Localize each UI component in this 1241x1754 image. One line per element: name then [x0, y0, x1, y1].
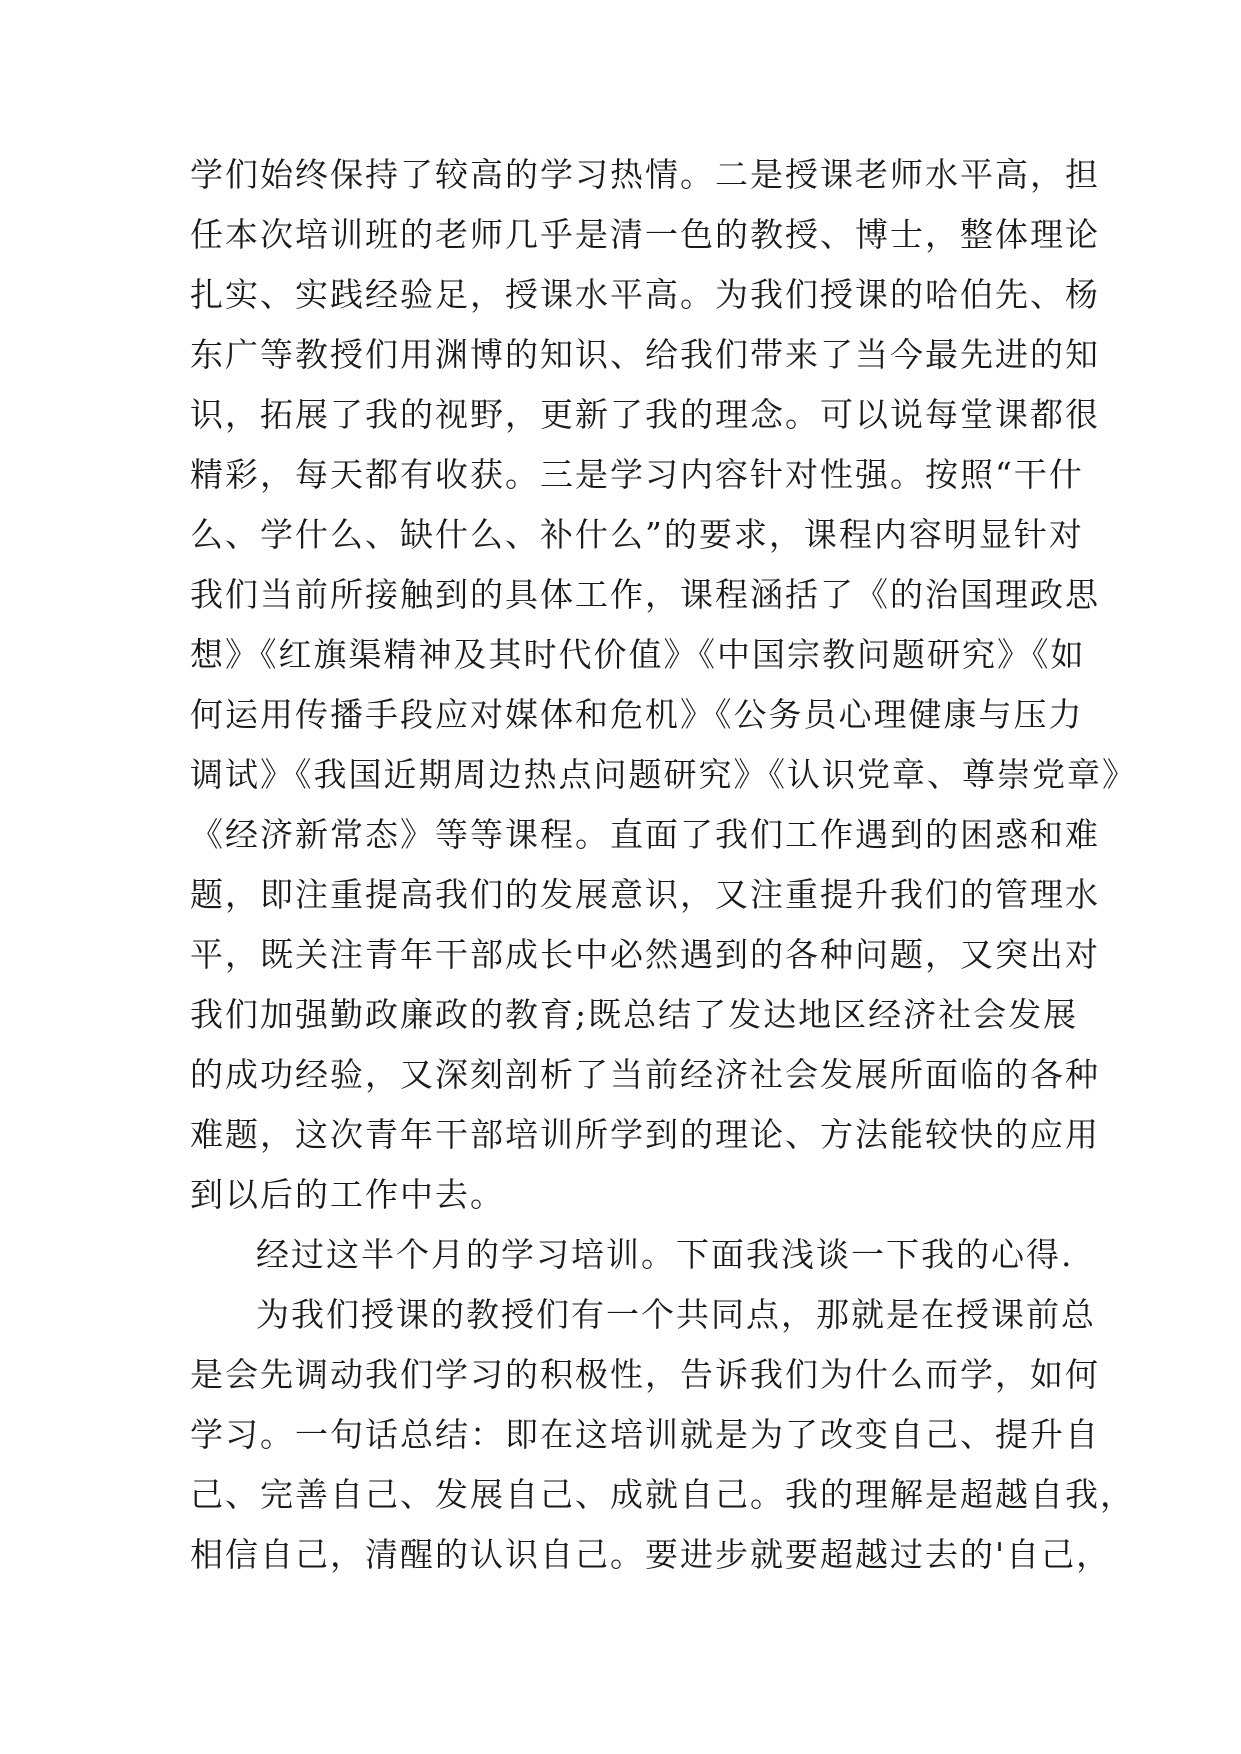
text-line: 题，即注重提高我们的发展意识，又注重提升我们的管理水 — [190, 875, 1100, 914]
text-line: 东广等教授们用渊博的知识、给我们带来了当今最先进的知 — [190, 335, 1100, 374]
text-line: 是会先调动我们学习的积极性，告诉我们为什么而学，如何 — [190, 1355, 1100, 1394]
text-line: 识，拓展了我的视野，更新了我的理念。可以说每堂课都很 — [190, 395, 1100, 434]
text-line: 学习。一句话总结：即在这培训就是为了改变自己、提升自 — [190, 1415, 1100, 1454]
text-line: 到以后的工作中去。 — [190, 1175, 505, 1214]
paragraph-first-line: 经过这半个月的学习培训。下面我浅谈一下我的心得. — [256, 1235, 1074, 1274]
text-line: 么、学什么、缺什么、补什么”的要求，课程内容明显针对 — [190, 515, 1084, 554]
text-line: 学们始终保持了较高的学习热情。二是授课老师水平高，担 — [190, 155, 1100, 194]
text-line: 我们加强勤政廉政的教育;既总结了发达地区经济社会发展 — [190, 995, 1079, 1034]
paragraph-first-line: 为我们授课的教授们有一个共同点，那就是在授课前总 — [256, 1295, 1096, 1334]
text-line: 难题，这次青年干部培训所学到的理论、方法能较快的应用 — [190, 1115, 1100, 1154]
text-line: 想》《红旗渠精神及其时代价值》《中国宗教问题研究》《如 — [190, 635, 1086, 674]
text-line: 平，既关注青年干部成长中必然遇到的各种问题，又突出对 — [190, 935, 1100, 974]
text-line: 何运用传播手段应对媒体和危机》《公务员心理健康与压力 — [190, 695, 1084, 734]
text-line: 的成功经验，又深刻剖析了当前经济社会发展所面临的各种 — [190, 1055, 1100, 1094]
text-line: 己、完善自己、发展自己、成就自己。我的理解是超越自我， — [190, 1475, 1135, 1514]
text-line: 调试》《我国近期周边热点问题研究》《认识党章、尊崇党章》 — [190, 755, 1137, 794]
text-line: 我们当前所接触到的具体工作，课程涵括了《的治国理政思 — [190, 575, 1100, 614]
text-line: 《经济新常态》等等课程。直面了我们工作遇到的困惑和难 — [190, 815, 1100, 854]
text-line: 任本次培训班的老师几乎是清一色的教授、博士，整体理论 — [190, 215, 1100, 254]
text-line: 扎实、实践经验足，授课水平高。为我们授课的哈伯先、杨 — [190, 275, 1100, 314]
text-line: 相信自己，清醒的认识自己。要进步就要超越过去的'自己， — [190, 1535, 1112, 1574]
text-line: 精彩，每天都有收获。三是学习内容针对性强。按照“干什 — [190, 455, 1084, 494]
